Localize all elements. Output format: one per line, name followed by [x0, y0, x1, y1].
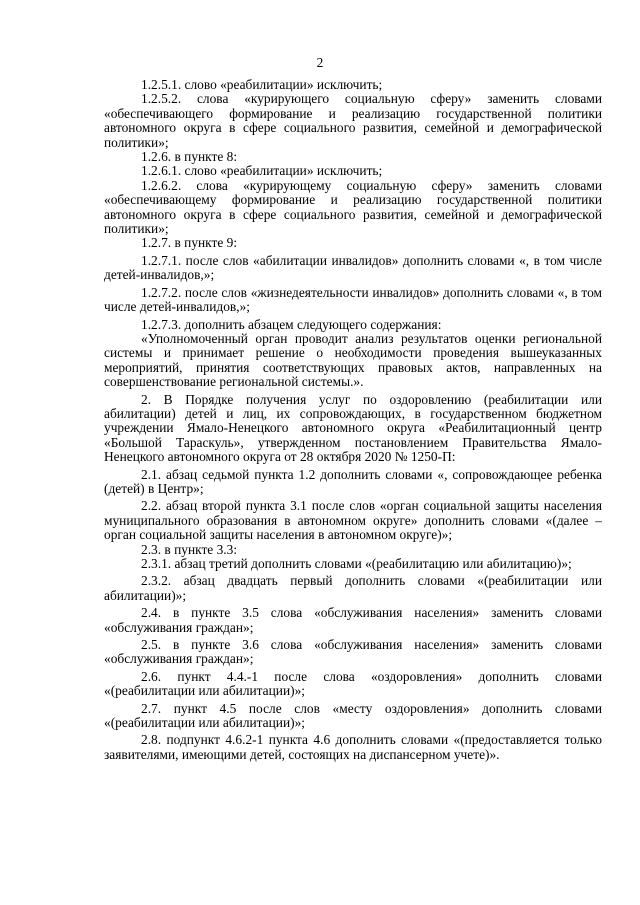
paragraph-quote-authorized-body: «Уполномоченный орган проводит анализ результатов оценки региональной системы и принимает решение о необходимости проведения вышеуказанных мероприятий, принятия соответствующих правовых актов, направленных на совершенствование региональной системы.».: [104, 330, 602, 390]
document-body: [104, 78, 602, 762]
paragraph-2-3-2: 2.3.2. абзац двадцать первый дополнить словами «(реабилитации или абилитации)»;: [104, 573, 602, 603]
paragraph-2-1: 2.1. абзац седьмой пункта 1.2 дополнить словами «, сопровождающее ребенка (детей) в Центр»;: [104, 466, 602, 496]
paragraph-1-2-6: 1.2.6. в пункте 8:: [141, 149, 238, 165]
paragraph-2-8: 2.8. подпункт 4.6.2-1 пункта 4.6 дополнить словами «(предоставляется только заявителями, имеющими детей, состоящих на диспансерном учете)».: [104, 732, 602, 762]
paragraph-1-2-6-2: 1.2.6.2. слова «курирующему социальную сферу» заменить словами «обеспечивающему формирование и реализацию государственной политики автономного округа в сфере социального развития, семейной и демографической политики»;: [104, 177, 602, 237]
paragraph-2-3: 2.3. в пункте 3.3:: [141, 541, 238, 557]
paragraph-1-2-7: 1.2.7. в пункте 9:: [141, 235, 238, 251]
paragraph-1-2-5-1: 1.2.5.1. слово «реабилитации» исключить;: [141, 77, 383, 92]
paragraph-2-7: 2.7. пункт 4.5 после слов «месту оздоровления» дополнить словами «(реабилитации или абилитации)»;: [104, 700, 602, 731]
paragraph-2-5: 2.5. в пункте 3.6 слова «обслуживания населения» заменить словами «обслуживания граждан»;: [104, 637, 602, 667]
paragraph-2-4: 2.4. в пункте 3.5 слова «обслуживания населения» заменить словами «обслуживания граждан»;: [104, 605, 602, 635]
paragraph-2-2: 2.2. абзац второй пункта 3.1 после слов «орган социальной защиты населения муниципального образования в автономном округе» дополнить словами «(далее – орган социальной защиты населения в автономном округе)»;: [104, 498, 602, 543]
paragraph-1-2-5-2: 1.2.5.2. слова «курирующего социальную сферу» заменить словами «обеспечивающего формирование и реализацию государственной политики автономного округа в сфере социального развития, семейной и демографической политики»;: [104, 91, 602, 150]
paragraph-2-3-1: 2.3.1. абзац третий дополнить словами «(реабилитацию или абилитацию)»;: [141, 556, 572, 571]
paragraph-1-2-6-1: 1.2.6.1. слово «реабилитации» исключить;: [141, 163, 383, 179]
paragraph-1-2-7-3: 1.2.7.3. дополнить абзацем следующего содержания:: [141, 316, 442, 332]
paragraph-2: 2. В Порядке получения услуг по оздоровлению (реабилитации или абилитации) детей и лиц, их сопровождающих, в государственном бюджетном учреждении Ямало-Ненецкого автономного округа «Реабилитационный центр «Большой Тараскуль», утвержденном постановлением Правительства Ямало-Ненецкого автономного округа от 28 октября 2020 № 1250-П:: [104, 391, 602, 465]
paragraph-1-2-7-2: 1.2.7.2. после слов «жизнедеятельности инвалидов» дополнить словами «, в том числе детей-инвалидов,»;: [104, 284, 602, 315]
paragraph-2-6: 2.6. пункт 4.4.-1 после слова «оздоровления» дополнить словами «(реабилитации или абилитации)»;: [104, 668, 602, 699]
paragraph-1-2-7-1: 1.2.7.1. после слов «абилитации инвалидов» дополнить словами «, в том числе детей-инвалидов,»;: [104, 252, 602, 283]
page-number: 2: [316, 55, 324, 70]
